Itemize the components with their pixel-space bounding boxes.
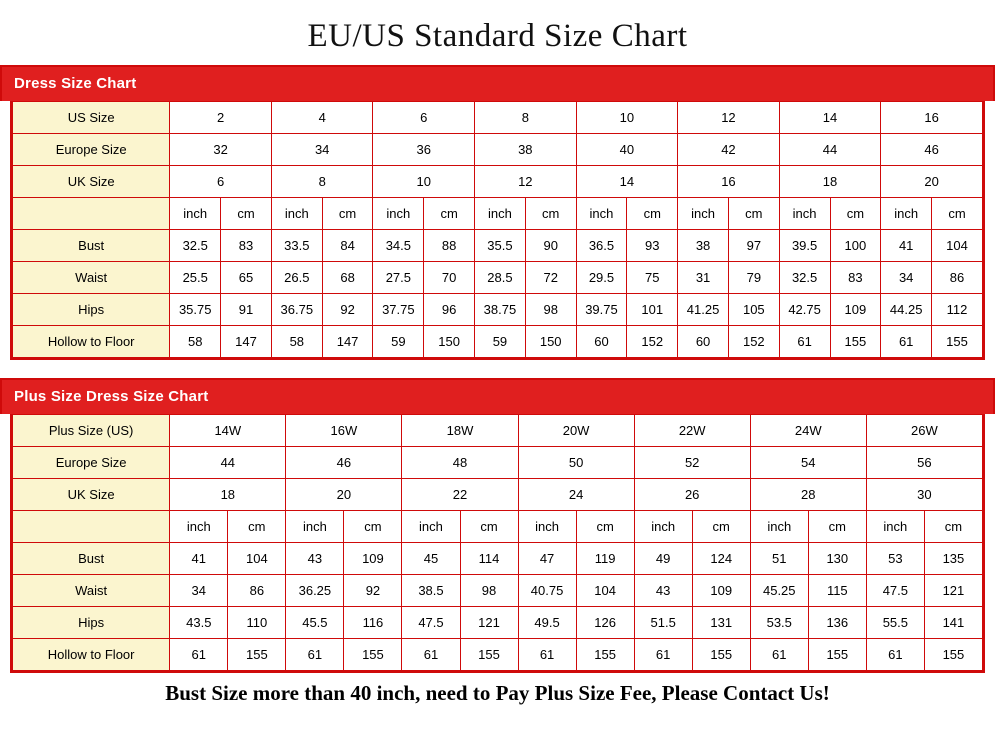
cell-us-size-5: 12 [678,102,780,134]
cell-hollow-plus-1: 155 [228,639,286,671]
row-label-hollow-to-floor: Hollow to Floor [13,326,170,358]
cell-bust-10: 38 [678,230,729,262]
cell-bust-plus-7: 119 [576,543,634,575]
cell-hollow-plus-7: 155 [576,639,634,671]
cell-plus-size-3: 20W [518,415,634,447]
cell-uk-plus-1: 20 [286,479,402,511]
cell-waist-plus-10: 45.25 [750,575,808,607]
row-label-plus-size: Plus Size (US) [13,415,170,447]
cell-hips-15: 112 [932,294,983,326]
table-row [13,447,983,479]
cell-waist-6: 28.5 [475,262,526,294]
cell-hips-plus-0: 43.5 [170,607,228,639]
cell-waist-11: 79 [728,262,779,294]
cell-unit-plus-1: cm [228,511,286,543]
cell-hollow-plus-4: 61 [402,639,460,671]
cell-hollow-plus-13: 155 [924,639,982,671]
cell-hips-plus-7: 126 [576,607,634,639]
cell-europe-plus-4: 52 [634,447,750,479]
cell-waist-plus-4: 38.5 [402,575,460,607]
cell-unit-3: cm [322,198,373,230]
cell-us-size-3: 8 [475,102,577,134]
cell-uk-plus-2: 22 [402,479,518,511]
cell-unit-plus-5: cm [460,511,518,543]
plus-size-chart-table-wrap [10,414,985,673]
cell-waist-12: 32.5 [779,262,830,294]
cell-unit-plus-2: inch [286,511,344,543]
cell-plus-size-1: 16W [286,415,402,447]
cell-hips-plus-9: 131 [692,607,750,639]
cell-bust-plus-9: 124 [692,543,750,575]
table-row [13,294,983,326]
cell-hollow-plus-11: 155 [808,639,866,671]
cell-unit-15: cm [932,198,983,230]
cell-bust-plus-8: 49 [634,543,692,575]
cell-uk-plus-5: 28 [750,479,866,511]
row-label-us-size: US Size [13,102,170,134]
cell-hips-6: 38.75 [475,294,526,326]
cell-waist-7: 72 [525,262,576,294]
cell-uk-size-1: 8 [271,166,373,198]
cell-plus-size-2: 18W [402,415,518,447]
dress-size-chart-header: Dress Size Chart [0,65,995,101]
cell-europe-plus-2: 48 [402,447,518,479]
dress-size-chart-table [12,101,983,358]
cell-europe-size-2: 36 [373,134,475,166]
cell-hollow-15: 155 [932,326,983,358]
cell-waist-plus-7: 104 [576,575,634,607]
cell-hollow-4: 59 [373,326,424,358]
table-row [13,639,983,671]
cell-uk-size-2: 10 [373,166,475,198]
row-label-units [13,198,170,230]
cell-bust-14: 41 [881,230,932,262]
cell-unit-plus-7: cm [576,511,634,543]
dress-size-chart-section [0,65,995,360]
cell-plus-size-0: 14W [170,415,286,447]
cell-waist-plus-11: 115 [808,575,866,607]
cell-unit-13: cm [830,198,881,230]
cell-hollow-8: 60 [576,326,627,358]
cell-bust-2: 33.5 [271,230,322,262]
cell-europe-plus-5: 54 [750,447,866,479]
cell-hips-plus-3: 116 [344,607,402,639]
cell-bust-7: 90 [525,230,576,262]
row-label-europe-size: Europe Size [13,134,170,166]
footer-note: Bust Size more than 40 inch, need to Pay Plus Size Fee, Please Contact Us! [165,681,830,705]
cell-hips-plus-2: 45.5 [286,607,344,639]
cell-uk-size-0: 6 [170,166,272,198]
cell-unit-9: cm [627,198,678,230]
table-row [13,230,983,262]
cell-uk-plus-4: 26 [634,479,750,511]
table-row [13,102,983,134]
cell-bust-15: 104 [932,230,983,262]
cell-hips-4: 37.75 [373,294,424,326]
cell-waist-0: 25.5 [170,262,221,294]
cell-unit-plus-4: inch [402,511,460,543]
cell-bust-9: 93 [627,230,678,262]
cell-waist-3: 68 [322,262,373,294]
plus-size-chart-header: Plus Size Dress Size Chart [0,378,995,414]
cell-bust-plus-3: 109 [344,543,402,575]
row-label-hips: Hips [13,294,170,326]
cell-unit-plus-8: inch [634,511,692,543]
cell-uk-size-4: 14 [576,166,678,198]
cell-waist-4: 27.5 [373,262,424,294]
cell-unit-6: inch [475,198,526,230]
cell-europe-size-3: 38 [475,134,577,166]
cell-hollow-11: 152 [728,326,779,358]
cell-waist-9: 75 [627,262,678,294]
cell-hollow-plus-5: 155 [460,639,518,671]
cell-europe-size-4: 40 [576,134,678,166]
cell-hollow-plus-3: 155 [344,639,402,671]
cell-hollow-10: 60 [678,326,729,358]
table-row-units [13,198,983,230]
cell-waist-14: 34 [881,262,932,294]
cell-hips-3: 92 [322,294,373,326]
cell-waist-2: 26.5 [271,262,322,294]
cell-hips-1: 91 [221,294,272,326]
cell-bust-plus-0: 41 [170,543,228,575]
plus-size-chart-table [12,414,983,671]
cell-hollow-3: 147 [322,326,373,358]
cell-waist-plus-9: 109 [692,575,750,607]
cell-hips-10: 41.25 [678,294,729,326]
cell-bust-12: 39.5 [779,230,830,262]
cell-bust-plus-13: 135 [924,543,982,575]
cell-hollow-plus-8: 61 [634,639,692,671]
cell-hollow-6: 59 [475,326,526,358]
cell-waist-plus-0: 34 [170,575,228,607]
cell-uk-size-5: 16 [678,166,780,198]
cell-europe-size-6: 44 [779,134,881,166]
cell-us-size-6: 14 [779,102,881,134]
cell-unit-14: inch [881,198,932,230]
row-label-units-plus [13,511,170,543]
cell-hollow-0: 58 [170,326,221,358]
cell-hips-2: 36.75 [271,294,322,326]
cell-bust-8: 36.5 [576,230,627,262]
cell-hips-8: 39.75 [576,294,627,326]
cell-us-size-0: 2 [170,102,272,134]
cell-plus-size-5: 24W [750,415,866,447]
cell-unit-plus-3: cm [344,511,402,543]
cell-hollow-plus-0: 61 [170,639,228,671]
cell-hips-9: 101 [627,294,678,326]
cell-hollow-7: 150 [525,326,576,358]
cell-bust-6: 35.5 [475,230,526,262]
cell-europe-plus-3: 50 [518,447,634,479]
cell-waist-13: 83 [830,262,881,294]
cell-uk-plus-0: 18 [170,479,286,511]
cell-us-size-4: 10 [576,102,678,134]
row-label-uk-size: UK Size [13,166,170,198]
cell-plus-size-6: 26W [866,415,982,447]
cell-bust-plus-12: 53 [866,543,924,575]
cell-bust-0: 32.5 [170,230,221,262]
table-row [13,479,983,511]
cell-unit-5: cm [424,198,475,230]
cell-unit-plus-10: inch [750,511,808,543]
cell-us-size-7: 16 [881,102,983,134]
cell-hips-13: 109 [830,294,881,326]
cell-unit-8: inch [576,198,627,230]
cell-unit-2: inch [271,198,322,230]
cell-hips-plus-12: 55.5 [866,607,924,639]
table-row-units [13,511,983,543]
cell-hollow-5: 150 [424,326,475,358]
cell-hips-plus-6: 49.5 [518,607,576,639]
row-label-hips-plus: Hips [13,607,170,639]
table-row [13,166,983,198]
cell-unit-11: cm [728,198,779,230]
row-label-waist-plus: Waist [13,575,170,607]
cell-bust-plus-10: 51 [750,543,808,575]
cell-hips-plus-11: 136 [808,607,866,639]
row-label-uk-size-plus: UK Size [13,479,170,511]
cell-waist-plus-8: 43 [634,575,692,607]
cell-hips-plus-13: 141 [924,607,982,639]
cell-bust-plus-2: 43 [286,543,344,575]
cell-waist-5: 70 [424,262,475,294]
cell-waist-plus-5: 98 [460,575,518,607]
cell-europe-plus-0: 44 [170,447,286,479]
cell-hips-plus-5: 121 [460,607,518,639]
cell-europe-size-0: 32 [170,134,272,166]
row-label-bust-plus: Bust [13,543,170,575]
cell-europe-size-7: 46 [881,134,983,166]
cell-waist-1: 65 [221,262,272,294]
cell-bust-plus-4: 45 [402,543,460,575]
plus-size-chart-section [0,378,995,673]
table-row [13,575,983,607]
cell-europe-plus-6: 56 [866,447,982,479]
row-label-hollow-to-floor-plus: Hollow to Floor [13,639,170,671]
cell-hips-14: 44.25 [881,294,932,326]
cell-uk-size-7: 20 [881,166,983,198]
cell-plus-size-4: 22W [634,415,750,447]
cell-us-size-1: 4 [271,102,373,134]
cell-unit-plus-0: inch [170,511,228,543]
row-label-waist: Waist [13,262,170,294]
cell-unit-plus-6: inch [518,511,576,543]
cell-hollow-14: 61 [881,326,932,358]
cell-hips-plus-10: 53.5 [750,607,808,639]
cell-hollow-13: 155 [830,326,881,358]
cell-europe-size-1: 34 [271,134,373,166]
cell-hollow-plus-9: 155 [692,639,750,671]
cell-waist-15: 86 [932,262,983,294]
cell-hips-plus-8: 51.5 [634,607,692,639]
cell-hollow-12: 61 [779,326,830,358]
cell-bust-3: 84 [322,230,373,262]
table-row [13,326,983,358]
cell-waist-8: 29.5 [576,262,627,294]
cell-unit-plus-9: cm [692,511,750,543]
cell-bust-plus-5: 114 [460,543,518,575]
cell-unit-7: cm [525,198,576,230]
cell-hips-11: 105 [728,294,779,326]
cell-hips-0: 35.75 [170,294,221,326]
cell-hollow-plus-10: 61 [750,639,808,671]
cell-uk-size-6: 18 [779,166,881,198]
page-title: EU/US Standard Size Chart [307,18,688,54]
cell-bust-plus-1: 104 [228,543,286,575]
cell-us-size-2: 6 [373,102,475,134]
cell-bust-plus-6: 47 [518,543,576,575]
cell-hips-plus-1: 110 [228,607,286,639]
dress-size-chart-table-wrap [10,101,985,360]
cell-hips-plus-4: 47.5 [402,607,460,639]
cell-unit-12: inch [779,198,830,230]
cell-unit-1: cm [221,198,272,230]
cell-hollow-1: 147 [221,326,272,358]
cell-bust-1: 83 [221,230,272,262]
table-row [13,134,983,166]
cell-unit-10: inch [678,198,729,230]
row-label-bust: Bust [13,230,170,262]
cell-bust-13: 100 [830,230,881,262]
cell-hollow-plus-2: 61 [286,639,344,671]
cell-waist-plus-2: 36.25 [286,575,344,607]
cell-hips-12: 42.75 [779,294,830,326]
cell-unit-4: inch [373,198,424,230]
cell-waist-plus-12: 47.5 [866,575,924,607]
cell-waist-plus-3: 92 [344,575,402,607]
cell-hollow-plus-6: 61 [518,639,576,671]
table-row [13,415,983,447]
cell-hollow-plus-12: 61 [866,639,924,671]
cell-bust-11: 97 [728,230,779,262]
cell-unit-plus-12: inch [866,511,924,543]
cell-waist-plus-13: 121 [924,575,982,607]
cell-waist-10: 31 [678,262,729,294]
cell-hips-7: 98 [525,294,576,326]
cell-uk-size-3: 12 [475,166,577,198]
cell-waist-plus-6: 40.75 [518,575,576,607]
cell-uk-plus-3: 24 [518,479,634,511]
cell-waist-plus-1: 86 [228,575,286,607]
cell-unit-0: inch [170,198,221,230]
cell-europe-plus-1: 46 [286,447,402,479]
table-row [13,262,983,294]
cell-bust-4: 34.5 [373,230,424,262]
cell-uk-plus-6: 30 [866,479,982,511]
cell-bust-plus-11: 130 [808,543,866,575]
table-row [13,607,983,639]
cell-europe-size-5: 42 [678,134,780,166]
cell-unit-plus-13: cm [924,511,982,543]
cell-hollow-2: 58 [271,326,322,358]
cell-hollow-9: 152 [627,326,678,358]
cell-unit-plus-11: cm [808,511,866,543]
table-row [13,543,983,575]
cell-hips-5: 96 [424,294,475,326]
cell-bust-5: 88 [424,230,475,262]
row-label-europe-size-plus: Europe Size [13,447,170,479]
